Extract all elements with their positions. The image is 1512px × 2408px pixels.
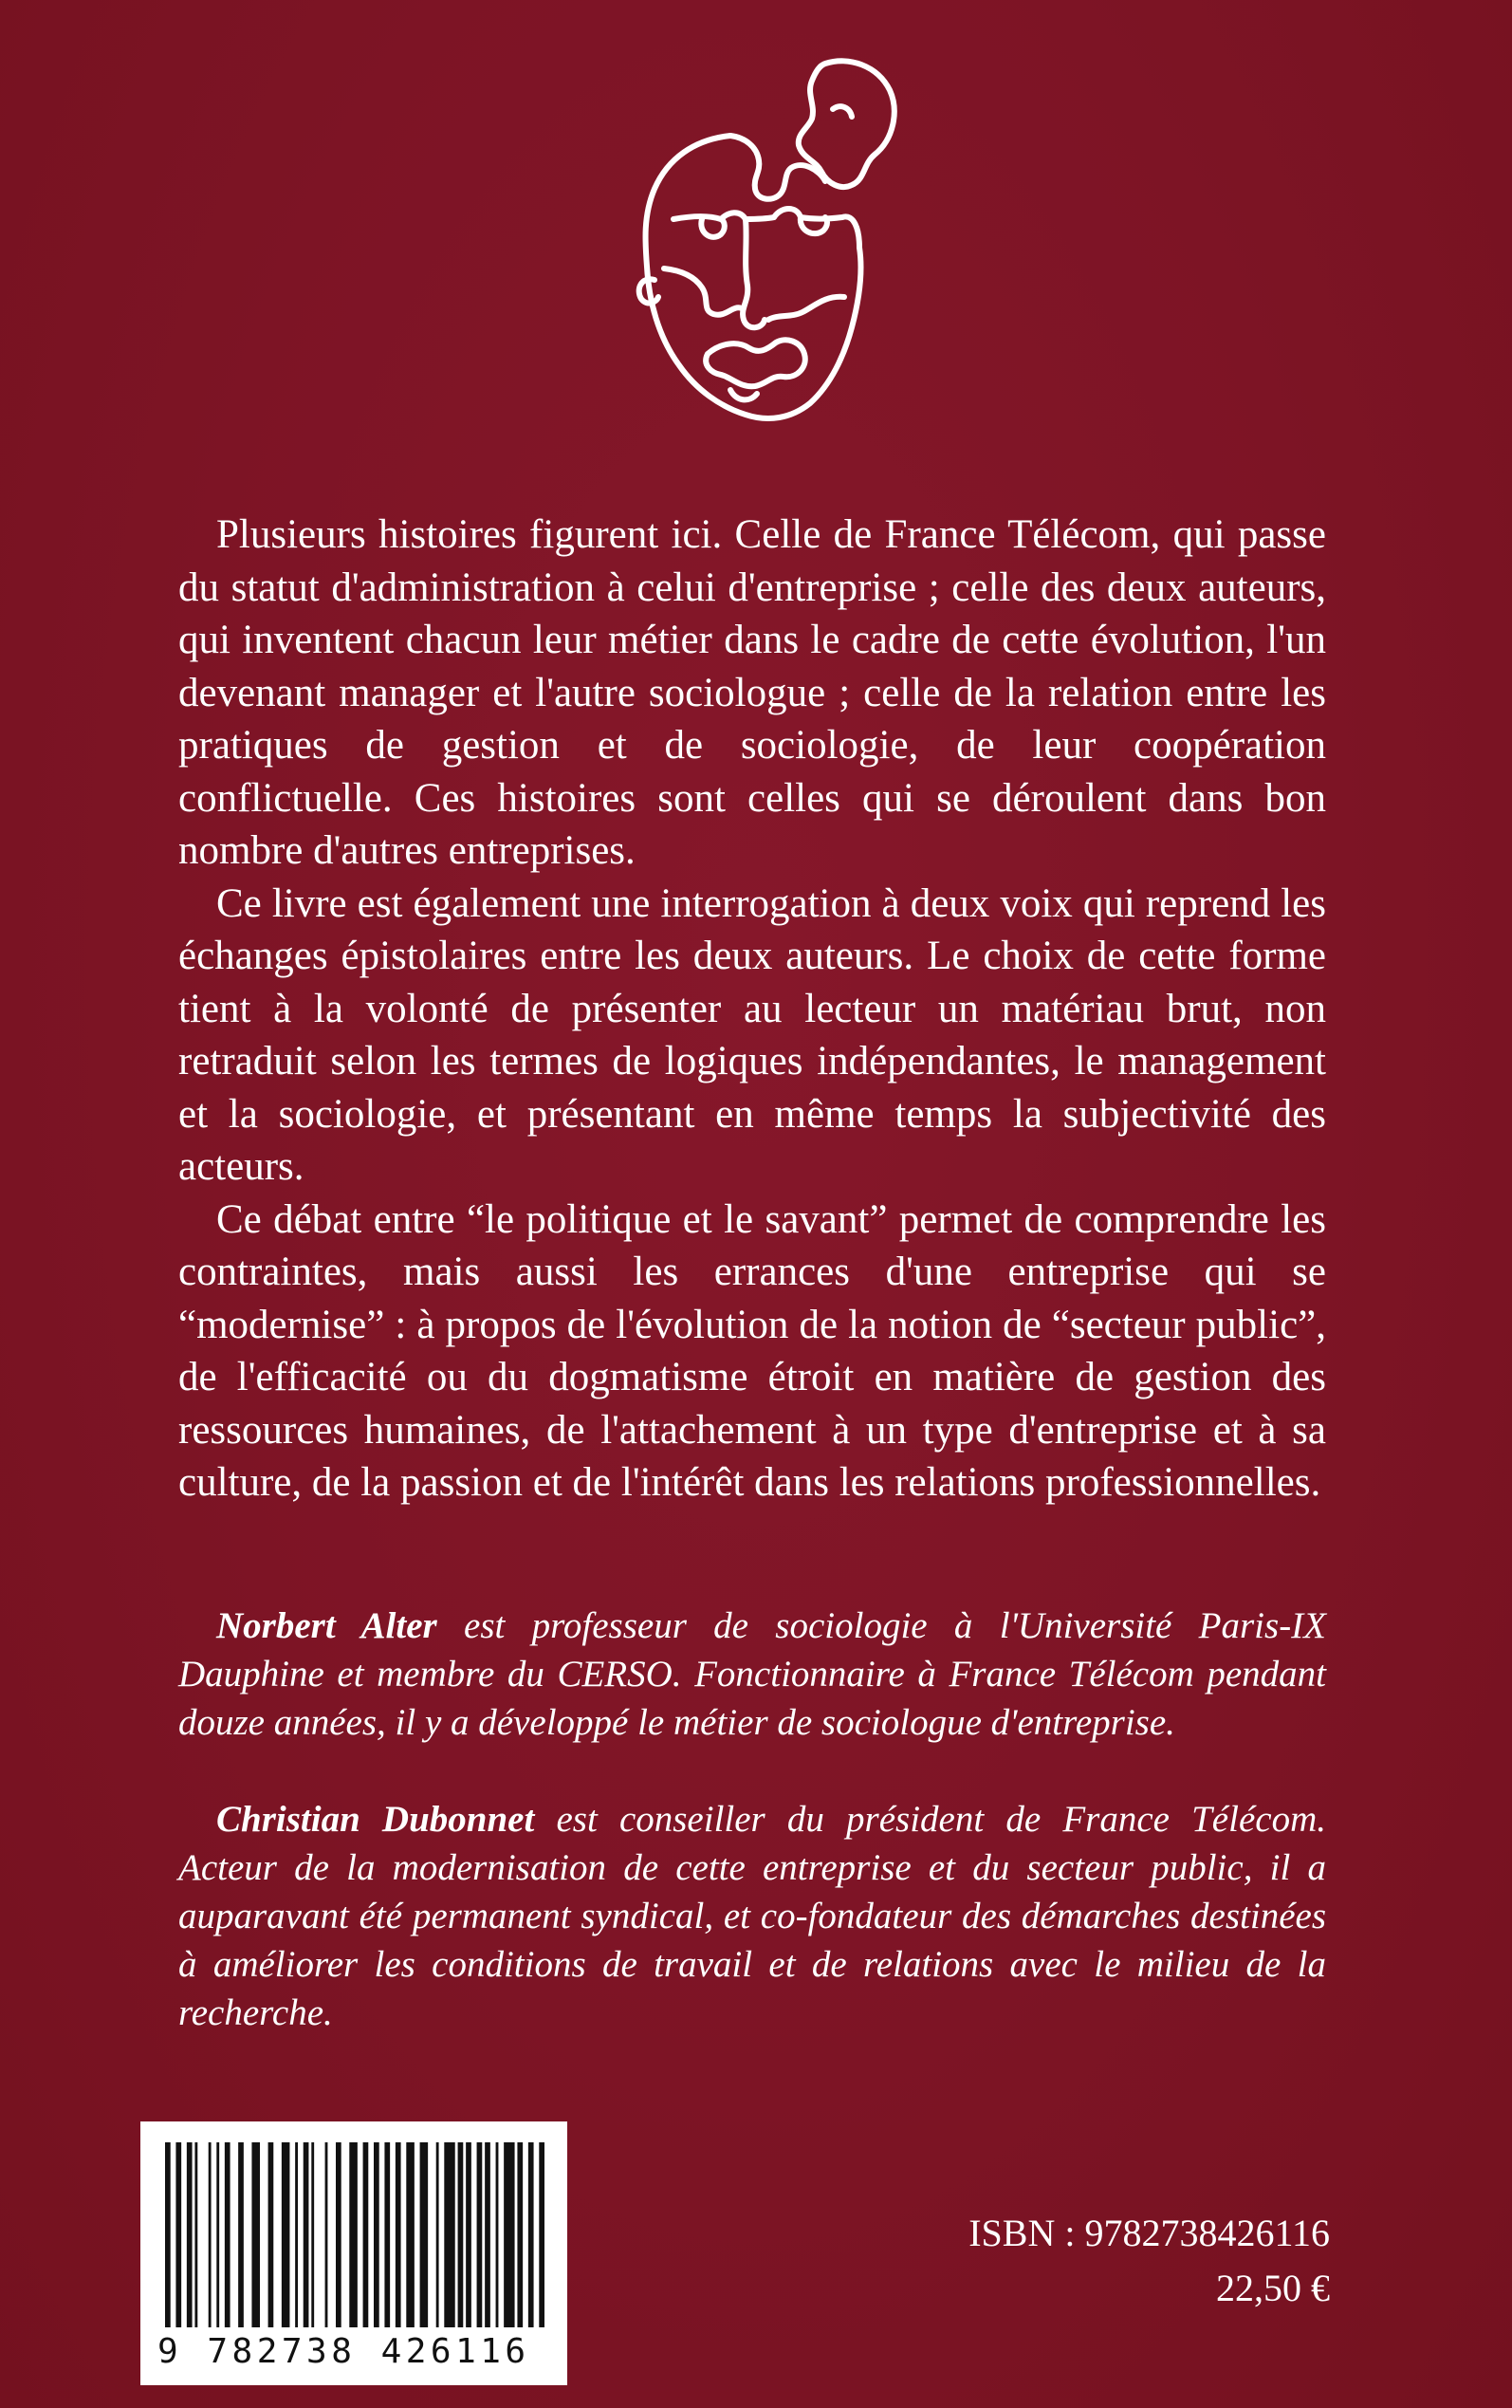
author-bio-text: est conseiller du président de France Télécom. Acteur de la modernisation de cette entreprise et du secteur public, il a auparavant été permanent syndical, et co-fondateur des démarches destinées à améliorer les conditions de travail et de relations avec le milieu de la recherche. (178, 1799, 1326, 2033)
author-bios (178, 1602, 1326, 2085)
barcode-bar (420, 2142, 429, 2327)
barcode-bar (458, 2142, 464, 2327)
barcode-bar (517, 2142, 523, 2327)
barcode-bar (304, 2142, 309, 2327)
author-bio (178, 1602, 1326, 1747)
author-name: Norbert Alter (216, 1605, 437, 1646)
barcode-bar (477, 2142, 483, 2327)
author-bio (178, 1795, 1326, 2037)
barcode-bar (406, 2142, 415, 2327)
author-name: Christian Dubonnet (216, 1799, 535, 1840)
barcode-bar (209, 2142, 212, 2327)
isbn: ISBN : 9782738426116 (968, 2212, 1330, 2254)
barcode-bar (466, 2142, 471, 2327)
barcode-bar (444, 2142, 454, 2327)
blurb-paragraph-1: Plusieurs histoires figurent ici. Celle de France Télécom, qui passe du statut d'administration à celui d'entreprise ; celle des deux auteurs, qui inventent chacun leur métier dans le cadre de cette évolution, l'un devenant manager et l'autre sociologue ; celle de la relation entre les pratiques de gestion et de sociologie, de leur coopération conflictuelle. Ces histoires sont celles qui se déroulent dans bon nombre d'autres entreprises. (178, 512, 1326, 873)
barcode-bar (336, 2142, 341, 2327)
blurb-paragraph-2: Ce livre est également une interrogation à deux voix qui reprend les échanges épistolaires entre les deux auteurs. Le choix de cette forme tient à la volonté de présenter au lecteur un matériau brut, non retraduit selon les termes de logiques indépendantes, le management et la sociologie, et présentant en même temps la subjectivité des acteurs. (178, 880, 1326, 1189)
author-bio-text: est professeur de sociologie à l'Université Paris-IX Dauphine et membre du CERSO. Fonctionnaire à France Télécom pendant douze années, il y a développé le métier de sociologue d'entreprise. (178, 1605, 1326, 1743)
barcode-bar (504, 2142, 514, 2327)
barcode-bar (349, 2142, 358, 2327)
barcode (140, 2121, 567, 2385)
barcode-bar (539, 2142, 544, 2327)
barcode-bar (496, 2142, 499, 2327)
barcode-bar (396, 2142, 401, 2327)
barcode-bar (528, 2142, 534, 2327)
barcode-bar (374, 2142, 379, 2327)
barcode-bar (238, 2142, 244, 2327)
barcode-bar (436, 2142, 439, 2327)
barcode-bar (485, 2142, 490, 2327)
barcode-bar (175, 2142, 181, 2327)
blurb-paragraph-3: Ce débat entre “le politique et le savant” permet de comprendre les contraintes, mais aussi les errances d'une entreprise qui se “modernise” : à propos de l'évolution de la notion de “secteur public”, de l'efficacité ou du dogmatisme étroit en matière de gestion des ressources humaines, de l'attachement à un type d'entreprise et à sa culture, de la passion et de l'intérêt dans les relations professionnelles. (178, 1196, 1326, 1505)
barcode-bar (325, 2142, 328, 2327)
barcode-bar (282, 2142, 290, 2327)
barcode-bar (251, 2142, 260, 2327)
price: 22,50 € (1216, 2267, 1330, 2309)
barcode-bar (295, 2142, 298, 2327)
barcode-bars (165, 2142, 544, 2327)
barcode-digits: 9 782738 426116 (157, 2332, 530, 2371)
blurb-text (178, 509, 1326, 1510)
barcode-bar (194, 2142, 197, 2327)
barcode-bar (165, 2142, 171, 2327)
barcode-bar (363, 2142, 369, 2327)
barcode-bar (187, 2142, 193, 2327)
barcode-bar (384, 2142, 390, 2327)
barcode-bar (311, 2142, 314, 2327)
barcode-bar (225, 2142, 230, 2327)
barcode-bar (268, 2142, 274, 2327)
barcode-bar (216, 2142, 219, 2327)
puzzle-face-icon (588, 52, 901, 441)
